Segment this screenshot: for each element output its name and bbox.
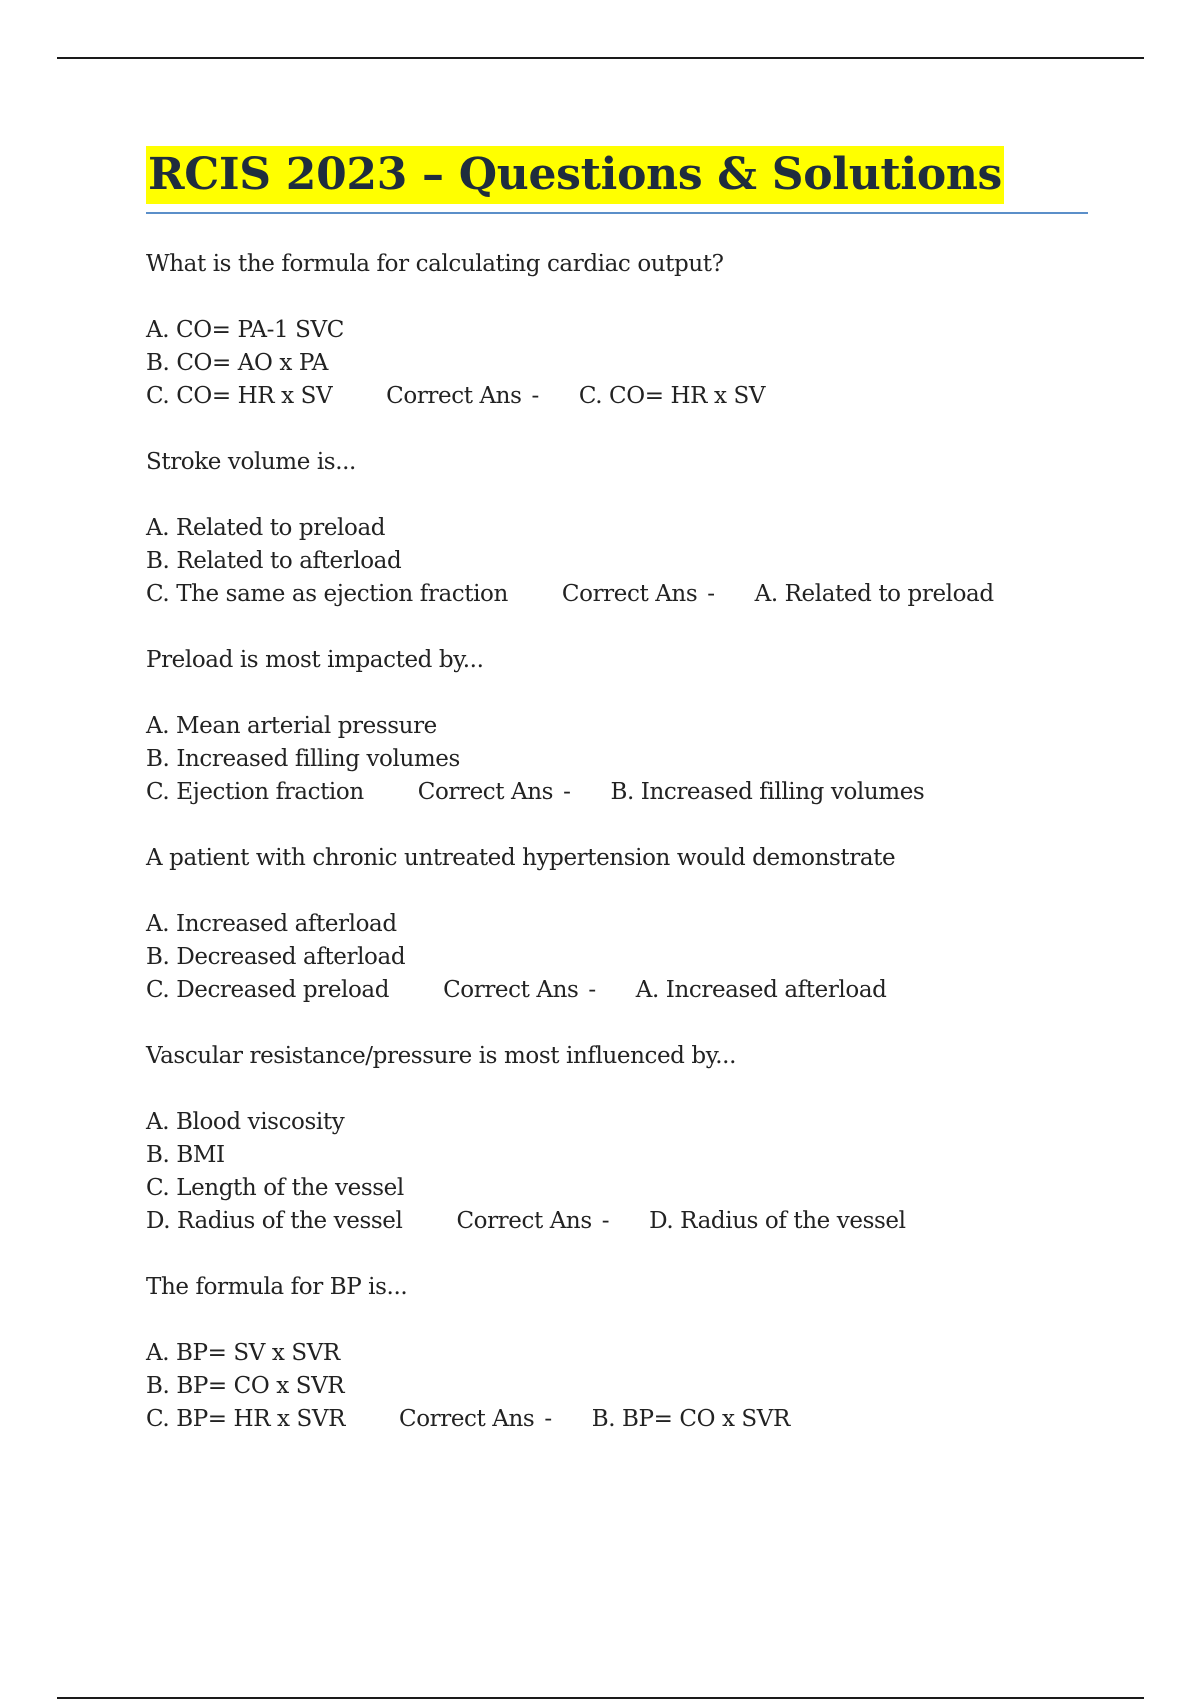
option-line: A. Related to preload	[146, 514, 386, 541]
question-list	[146, 248, 1088, 1436]
question-item	[146, 644, 1088, 809]
option-line: A. Mean arterial pressure	[146, 712, 437, 739]
answer-separator: -	[707, 580, 715, 607]
correct-answer-value: B. Increased filling volumes	[610, 778, 925, 805]
question-item	[146, 1271, 1088, 1436]
option-line: B. Increased filling volumes	[146, 745, 460, 772]
correct-answer-value: B. BP= CO x SVR	[591, 1405, 790, 1432]
correct-answer-label: Correct Ans	[561, 580, 698, 607]
document-title: RCIS 2023 – Questions & Solutions	[146, 146, 1004, 204]
answer-separator: -	[531, 382, 539, 409]
correct-answer-value: D. Radius of the vessel	[649, 1207, 906, 1234]
document-page	[146, 146, 1088, 1469]
option-text: C. The same as ejection fraction	[146, 580, 508, 607]
question-item	[146, 446, 1088, 611]
option-line: A. Increased afterload	[146, 910, 397, 937]
question-text: Preload is most impacted by...	[146, 646, 484, 673]
option-line: B. BP= CO x SVR	[146, 1372, 345, 1399]
correct-answer-value: A. Increased afterload	[635, 976, 887, 1003]
option-line: C. Length of the vessel	[146, 1174, 404, 1201]
option-line-with-answer	[146, 380, 1088, 413]
option-line: B. Decreased afterload	[146, 943, 406, 970]
option-line-with-answer	[146, 578, 1088, 611]
option-text: C. BP= HR x SVR	[146, 1405, 346, 1432]
bottom-rule	[57, 1697, 1144, 1699]
answer-separator: -	[544, 1405, 552, 1432]
option-line: B. CO= AO x PA	[146, 349, 328, 376]
question-text: The formula for BP is...	[146, 1273, 408, 1300]
question-text: What is the formula for calculating cardiac output?	[146, 250, 724, 277]
question-text: Stroke volume is...	[146, 448, 356, 475]
option-line-with-answer	[146, 1403, 1088, 1436]
option-line: B. Related to afterload	[146, 547, 402, 574]
correct-answer-label: Correct Ans	[417, 778, 554, 805]
option-text: C. Ejection fraction	[146, 778, 364, 805]
answer-separator: -	[601, 1207, 610, 1234]
answer-separator: -	[563, 778, 571, 805]
option-line-with-answer	[146, 776, 1088, 809]
top-rule	[57, 57, 1144, 59]
option-line: B. BMI	[146, 1141, 225, 1168]
question-text: Vascular resistance/pressure is most influenced by...	[146, 1042, 737, 1069]
option-line: A. BP= SV x SVR	[146, 1339, 340, 1366]
question-text: A patient with chronic untreated hypertension would demonstrate	[146, 844, 896, 871]
option-text: C. Decreased preload	[146, 976, 390, 1003]
correct-answer-label: Correct Ans	[386, 382, 522, 409]
correct-answer-label: Correct Ans	[399, 1405, 535, 1432]
title-underline	[146, 212, 1088, 214]
question-item	[146, 248, 1088, 413]
option-line: A. Blood viscosity	[146, 1108, 345, 1135]
question-item	[146, 842, 1088, 1007]
question-item	[146, 1040, 1088, 1238]
answer-separator: -	[588, 976, 596, 1003]
option-text: C. CO= HR x SV	[146, 382, 333, 409]
correct-answer-label: Correct Ans	[456, 1207, 592, 1234]
correct-answer-value: A. Related to preload	[754, 580, 994, 607]
correct-answer-label: Correct Ans	[443, 976, 579, 1003]
correct-answer-value: C. CO= HR x SV	[578, 382, 766, 409]
option-line-with-answer	[146, 974, 1088, 1007]
option-line-with-answer	[146, 1205, 1088, 1238]
option-line: A. CO= PA-1 SVC	[146, 316, 344, 343]
option-text: D. Radius of the vessel	[146, 1207, 403, 1234]
